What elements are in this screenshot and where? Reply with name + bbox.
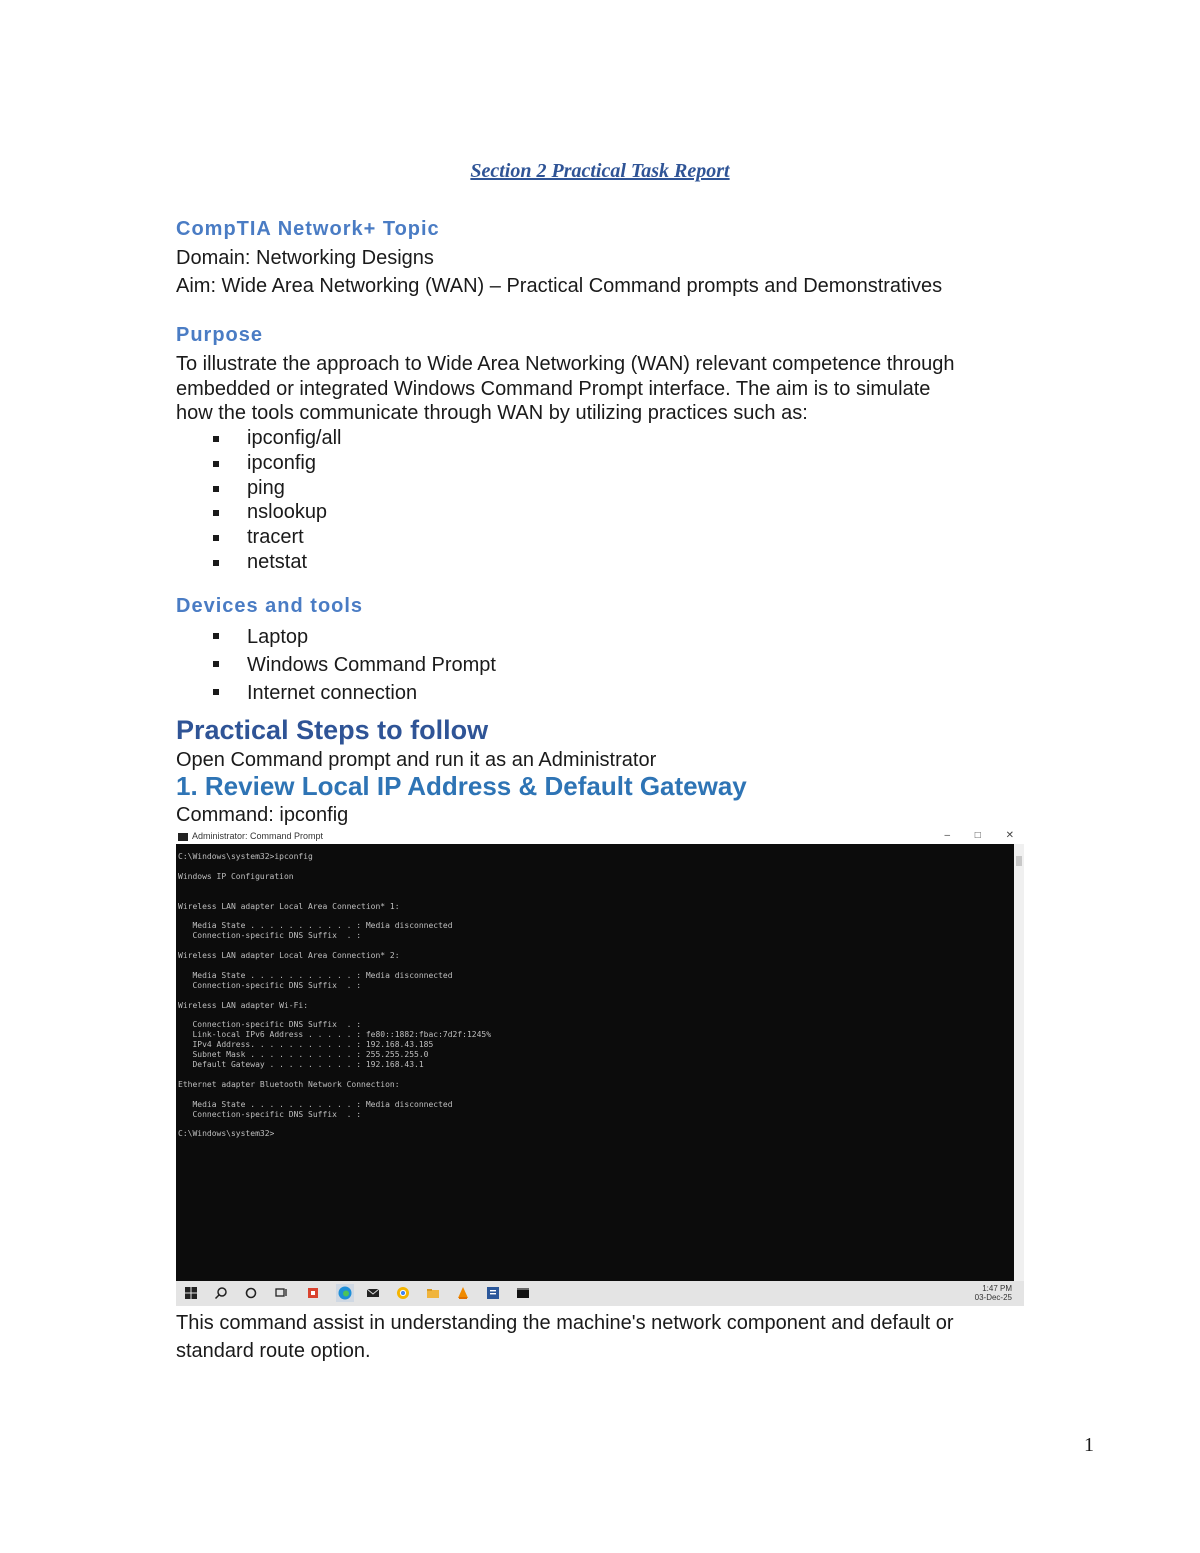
tray-date: 03-Dec-25 <box>974 1293 1012 1302</box>
purpose-line: how the tools communicate through WAN by utilizing practices such as: <box>176 402 808 424</box>
console-output: C:\Windows\system32>ipconfig Windows IP Configuration Wireless LAN adapter Local Area Connection* 1: Media State . . . . . . . . . . . : Media disconnected Connection-specific DNS Suffix . : Wireless LAN adapter Local Area Connection* 2: Media State . . . . . . . . . . . : Media disconnected Connection-specific DNS Suffix . : Wireless LAN adapter Wi-Fi: Connection-specific DNS Suffix . : Link-local IPv6 Address . . . . . : fe80::1882:fbac:7d2f:1245% IPv4 Address. . . . . . . . . . . : 192.168.43.185 Subnet Mask . . . . . . . . . . . : 255.255.255.0 Default Gateway . . . . . . . . . : 192.168.43.1 Ethernet adapter Bluetooth Network Connection: Media State . . . . . . . . . . . : Media disconnected Connection-specific DNS Suffix . : C:\Windows\system32> <box>178 852 492 1139</box>
purpose-heading: Purpose <box>176 324 264 346</box>
cmd-icon <box>178 833 188 841</box>
task-view-icon[interactable] <box>274 1286 288 1300</box>
list-item: nslookup <box>176 500 342 525</box>
list-item: ping <box>176 476 342 501</box>
list-item: netstat <box>176 550 342 575</box>
cmd-taskbar-icon[interactable] <box>516 1286 530 1300</box>
file-explorer-icon[interactable] <box>426 1286 440 1300</box>
list-item: ipconfig/all <box>176 426 342 451</box>
taskbar <box>176 1281 1024 1306</box>
cortana-icon[interactable] <box>244 1286 258 1300</box>
mail-icon[interactable] <box>366 1286 380 1300</box>
minimize-icon[interactable]: – <box>944 830 950 841</box>
purpose-line: To illustrate the approach to Wide Area Networking (WAN) relevant competence through <box>176 353 955 375</box>
caption-line: standard route option. <box>176 1340 371 1362</box>
close-icon[interactable]: ✕ <box>1005 830 1014 841</box>
devices-heading: Devices and tools <box>176 595 364 617</box>
cmd-titlebar <box>176 830 1024 844</box>
word-icon[interactable] <box>486 1286 500 1300</box>
purpose-line: embedded or integrated Windows Command Prompt interface. The aim is to simulate <box>176 377 931 400</box>
list-item: tracert <box>176 525 342 550</box>
aim-line: Aim: Wide Area Networking (WAN) – Practical Command prompts and Demonstratives <box>176 275 943 297</box>
devices-list <box>176 623 496 707</box>
step1-command: Command: ipconfig <box>176 804 349 826</box>
topic-heading: CompTIA Network+ Topic <box>176 218 440 240</box>
scrollbar-thumb[interactable] <box>1016 856 1022 866</box>
cmd-window-title: Administrator: Command Prompt <box>192 831 324 841</box>
system-tray[interactable] <box>975 1284 1012 1302</box>
list-item: Windows Command Prompt <box>176 651 496 679</box>
step1-heading: 1. Review Local IP Address & Default Gateway <box>176 771 747 801</box>
list-item: Internet connection <box>176 679 496 707</box>
vlc-icon[interactable] <box>456 1286 470 1300</box>
purpose-paragraph <box>176 352 1026 426</box>
windows-start-icon[interactable] <box>184 1286 198 1300</box>
maximize-icon[interactable]: □ <box>974 830 981 841</box>
caption-line: This command assist in understanding the machine's network component and default or <box>176 1312 954 1334</box>
command-list <box>176 426 342 575</box>
console-scrollbar[interactable] <box>1014 844 1024 1281</box>
report-title: Section 2 Practical Task Report <box>470 160 730 182</box>
tray-time: 1:47 PM <box>982 1284 1012 1293</box>
edge-browser-icon[interactable] <box>336 1284 354 1302</box>
list-item: Laptop <box>176 623 496 651</box>
step1-caption <box>176 1309 1026 1365</box>
search-icon[interactable] <box>214 1286 228 1300</box>
cmd-screenshot <box>176 830 1024 1306</box>
list-item: ipconfig <box>176 451 342 476</box>
chrome-icon[interactable] <box>396 1286 410 1300</box>
steps-intro: Open Command prompt and run it as an Administrator <box>176 749 657 771</box>
office-app-icon[interactable] <box>306 1286 320 1300</box>
steps-heading: Practical Steps to follow <box>176 715 489 745</box>
page-number: 1 <box>1084 1434 1094 1456</box>
cmd-console[interactable] <box>176 844 1014 1281</box>
domain-line: Domain: Networking Designs <box>176 247 434 269</box>
